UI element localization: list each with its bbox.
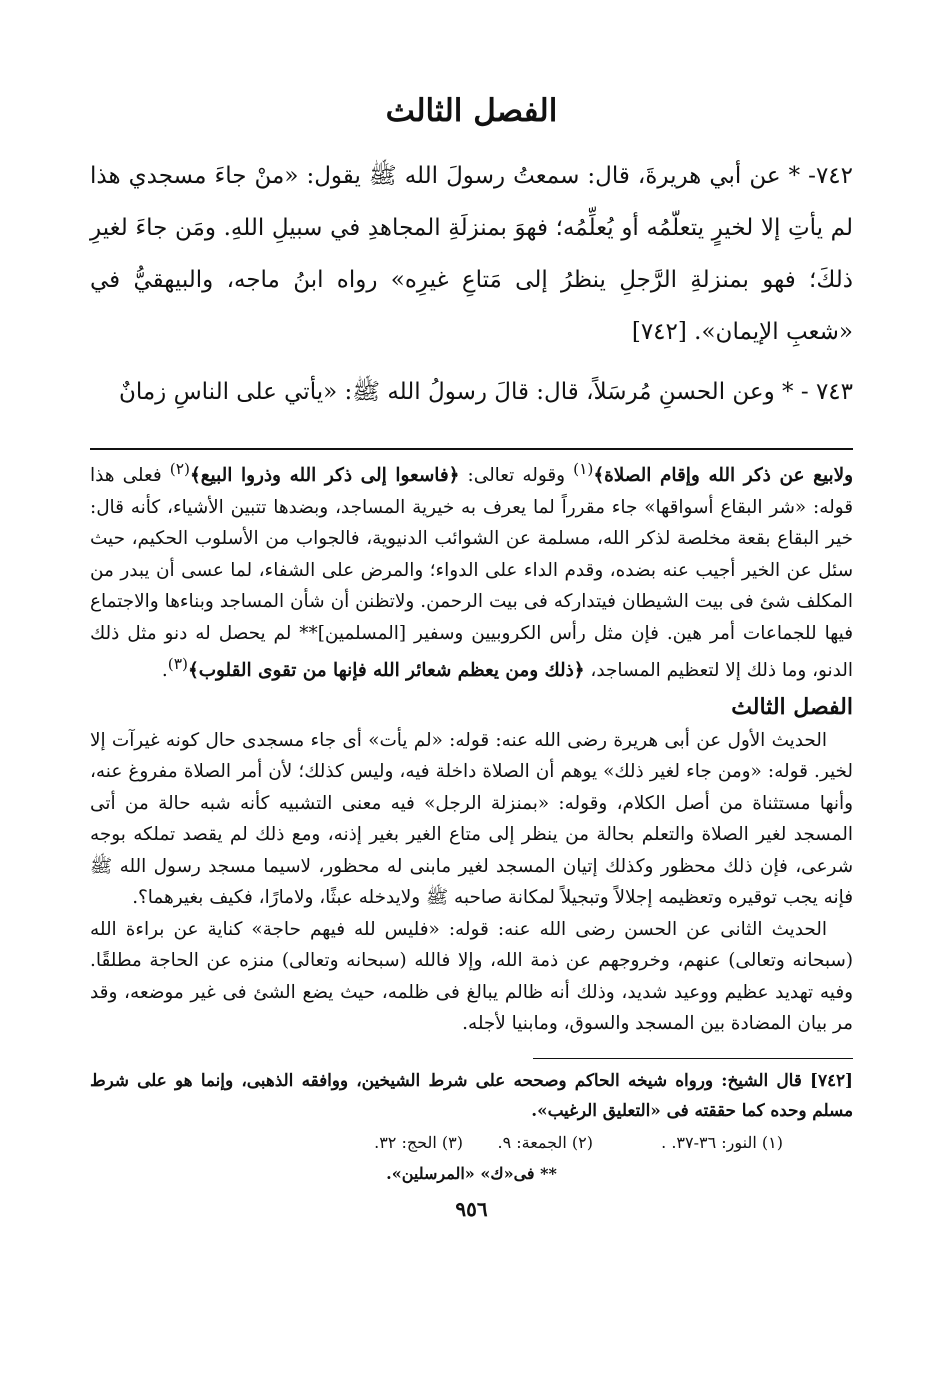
quran-quote-2: ﴿فاسعوا إلى ذكر الله وذروا البيع﴾ xyxy=(189,465,460,487)
quran-references xyxy=(90,1129,853,1157)
reference-3: (٣) الحج: ٣٢. xyxy=(374,1132,463,1152)
commentary-text: وقوله تعالى: xyxy=(459,465,574,487)
commentary-block xyxy=(90,454,853,1040)
footnote-marker-3: (٣) xyxy=(167,655,188,674)
manuscript-variant-note: ** فى«ك» «المرسلين». xyxy=(386,1163,557,1183)
hadith-743: ٧٤٣ - * وعن الحسنِ مُرسَلاً، قال: قالَ رسولُ الله ﷺ: «يأتي على الناسِ زمانٌ xyxy=(118,379,853,405)
hadith-742: ٧٤٢- * عن أبي هريرةَ، قال: سمعتُ رسولَ الله ﷺ يقول: «منْ جاءَ مسجدي هذا لم يأتِ إلا لخيرٍ يتعلّمُه أو يُعلِّمُه؛ فهوَ بمنزلَةِ المجاهدِ في سبيلِ اللهِ. ومَن جاءَ لغيرِ ذلكَ؛ فهو بمنزلةِ الرَّجلِ ينظرُ إلى مَتاعِ غيرِه» رواه ابنُ ماجه، والبيهقيُّ في «شعبِ الإيمان». [٧٤٢] xyxy=(90,163,853,345)
page-number: ٩٥٦ xyxy=(455,1196,488,1221)
footnote-divider xyxy=(533,1058,853,1059)
footnote-marker-2: (٢) xyxy=(169,460,190,478)
commentary-text: . xyxy=(161,660,168,682)
hadith-text-block xyxy=(90,150,853,418)
reference-2: (٢) الجمعة: ٩. xyxy=(497,1132,593,1152)
footnote-marker-1: (١) xyxy=(573,460,594,478)
commentary-paragraph-2: الحديث الأول عن أبى هريرة رضى الله عنه: قوله: «لم يأت» أى جاء مسجدى حال كونه غيرآت إلا لخير. قوله: «ومن جاء لغير ذلك» يوهم أن الصلاة داخلة فيه، وليس كذلك؛ لأن أمر الصلاة مفروغ عنه، وأنها مستثناة من أصل الكلام، وقوله: «بمنزلة الرجل» فيه معنى التشبيه كأنه شبه حالة من أتى المسجد لغير الصلاة والتعلم بحالة من ينظر إلى متاع الغير بغير إذنه، ومع ذلك لم يقصد تملكه بوجه شرعى، فإن ذلك محظور وكذلك إتيان المسجد لغير مابنى له محظور، لاسيما مسجد رسول الله ﷺ فإنه يجب توقيره وتعظيمه إجلالاً وتبجيلاً لمكانة صاحبه ﷺ ولايدخله عبثًا، ولامارًا، فكيف بغيرهما؟. xyxy=(90,729,853,909)
quran-quote-3: ﴿ذلك ومن يعظم شعائر الله فإنها من تقوى القلوب﴾ xyxy=(187,660,585,682)
commentary-divider xyxy=(90,448,853,450)
page-title: الفصل الثالث xyxy=(385,93,558,129)
takhrij-footnote: [٧٤٢] قال الشيخ: ورواه شيخه الحاكم وصححه على شرط الشيخين، ووافقه الذهبى، وإنما هو على شرط مسلم وحده كما حققته فى «التعليق الرغيب». xyxy=(90,1069,853,1120)
commentary-text: فعلى هذا قوله: «شر البقاع أسواقها» جاء مقرراً لما يعرف به خيرية المساجد، وبضدها تتبين الأشياء، كأنه قال: خير البقاع بقعة مخلصة لذكر الله، مسلمة عن الشوائب الدنيوية، فالجواب من الأسلوب الحكيم، حيث سئل عن الخير أجيب عنه بضده، وقدم الداء على الدواء؛ والمرض على الشفاء، لما عسى أن يبدر من المكلف شئ فى بيت الشيطان فيتداركه فى بيت الرحمن. ولاتظنن أن شأن المساجد وبناءها والاجتماع فيها للجماعات أمر هين. فإن مثل رأس الكروبيين وسفير [المسلمين]** لم يحصل له دنو مثل ذلك الدنو، وما ذلك إلا لتعظيم المساجد، xyxy=(90,465,853,682)
quran-quote-1: ولابيع عن ذكر الله وإقام الصلاة﴾ xyxy=(593,465,853,487)
commentary-paragraph-3: الحديث الثانى عن الحسن رضى الله عنه: قوله: «فليس لله فيهم حاجة» كناية عن براءة الله (سبحانه وتعالى) عنهم، وخروجهم عن ذمة الله، وإلا فالله (سبحانه وتعالى) منزه عن الحاجة مطلقًا. وفيه تهديد عظيم ووعيد شديد، وذلك أنه ظالم يبالغ فى ظلمه، حيث يضع الشئ فى غير موضعه، وقد مر بيان المضادة بين المسجد والسوق، ومابنيا لأجله. xyxy=(90,918,853,1035)
reference-1: (١) النور: ٣٦-٣٧. . xyxy=(661,1132,783,1152)
commentary-paragraph-1 xyxy=(90,454,853,687)
section-heading: الفصل الثالث xyxy=(731,693,853,720)
